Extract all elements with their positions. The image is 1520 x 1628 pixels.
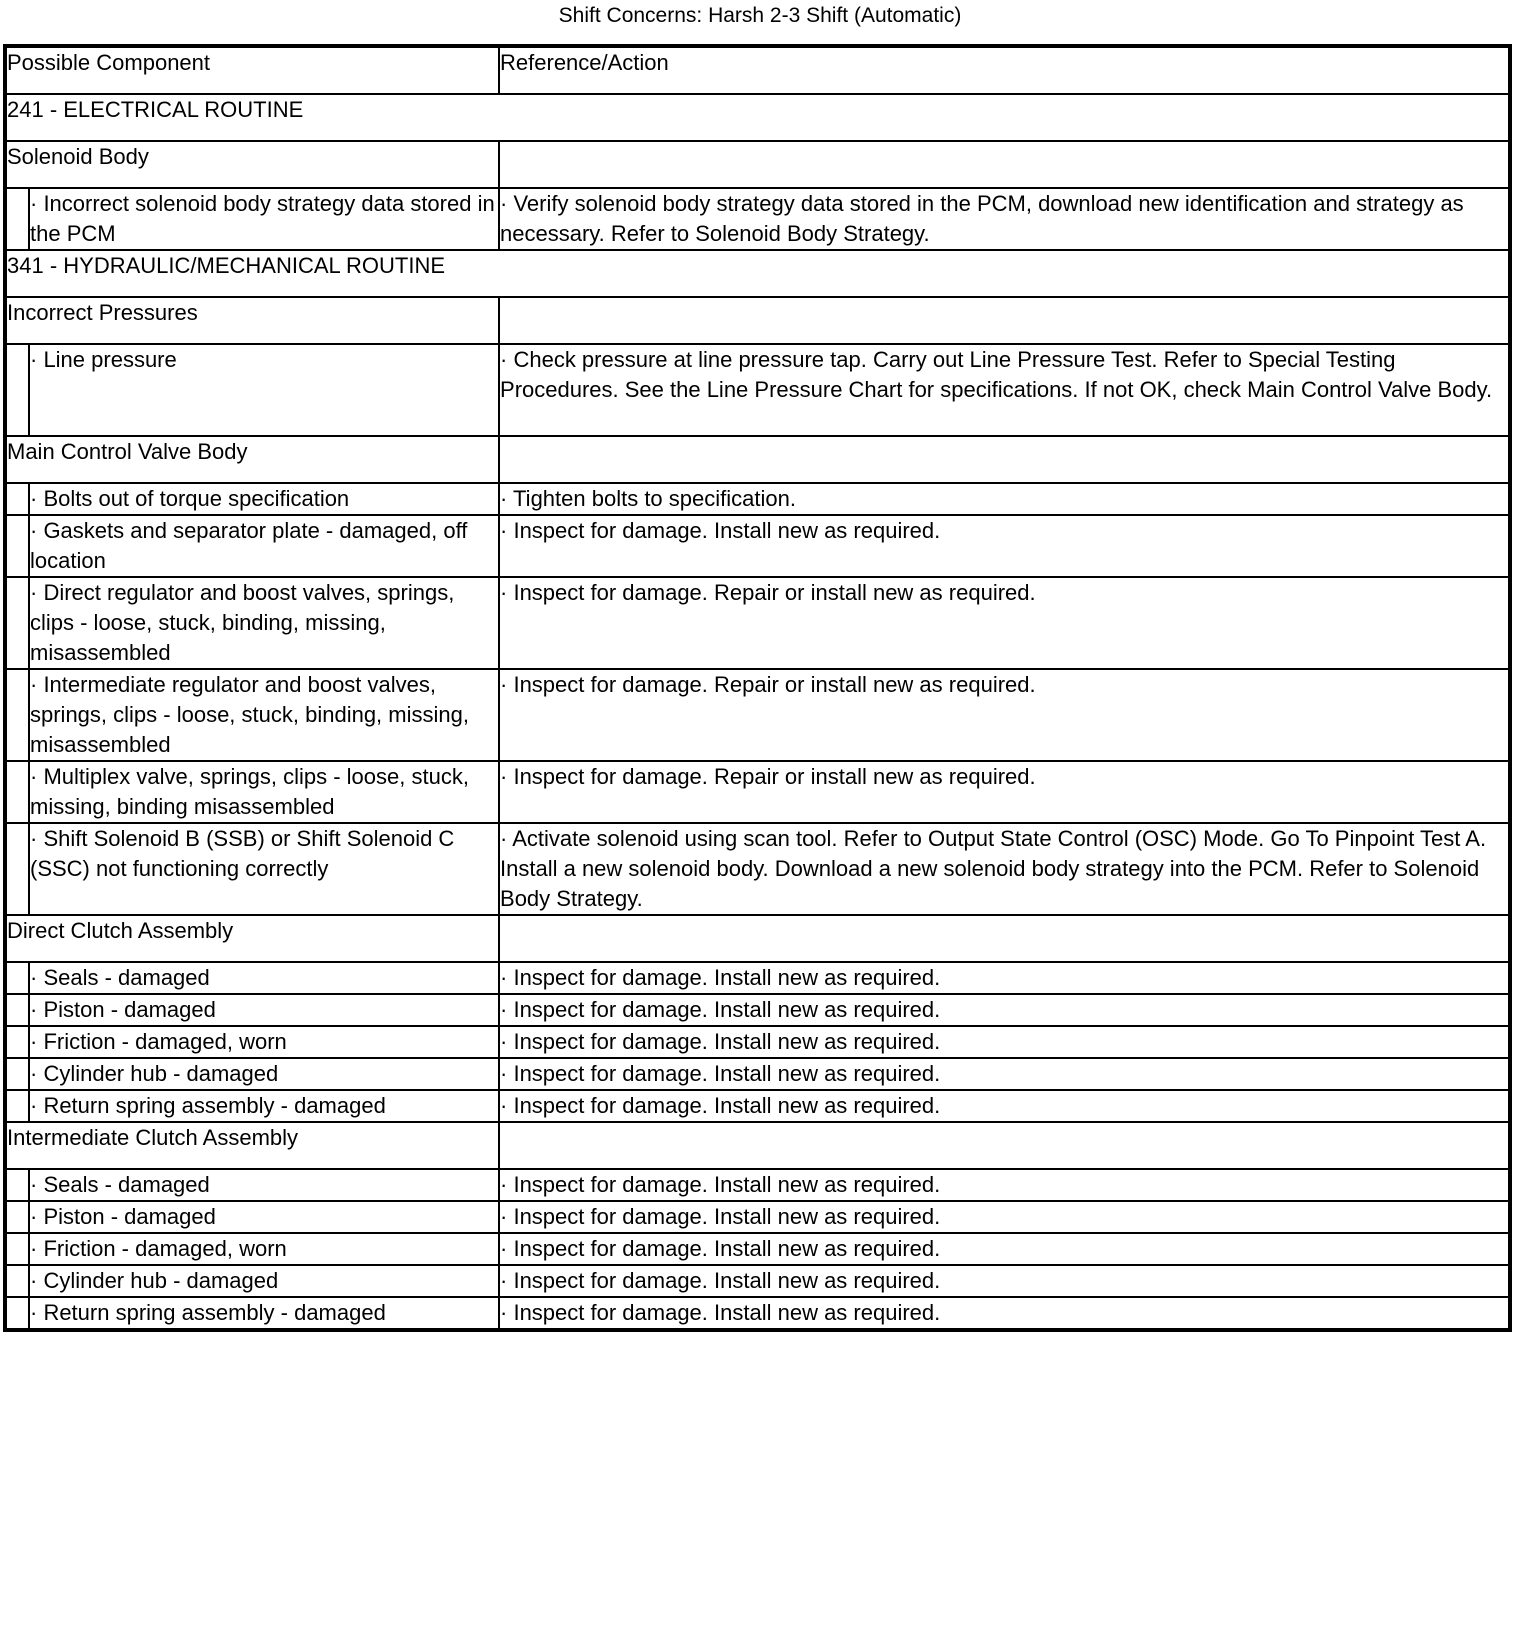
- component-cell: · Gaskets and separator plate - damaged, off location: [29, 515, 499, 577]
- table-row: [5, 344, 1510, 436]
- indent-cell: [5, 1297, 29, 1330]
- component-cell: · Return spring assembly - damaged: [29, 1090, 499, 1122]
- action-cell: · Inspect for damage. Install new as required.: [499, 1090, 1510, 1122]
- component-cell: · Shift Solenoid B (SSB) or Shift Solenoid C (SSC) not functioning correctly: [29, 823, 499, 915]
- group-label: Intermediate Clutch Assembly: [5, 1122, 499, 1169]
- table-row: [5, 1265, 1510, 1297]
- action-cell: · Inspect for damage. Repair or install new as required.: [499, 669, 1510, 761]
- component-cell: · Piston - damaged: [29, 994, 499, 1026]
- group-reference-empty: [499, 141, 1510, 188]
- action-cell: · Inspect for damage. Install new as required.: [499, 515, 1510, 577]
- indent-cell: [5, 577, 29, 669]
- component-cell: · Intermediate regulator and boost valves, springs, clips - loose, stuck, binding, missing, misassembled: [29, 669, 499, 761]
- component-cell: · Seals - damaged: [29, 962, 499, 994]
- action-cell: · Inspect for damage. Install new as required.: [499, 1058, 1510, 1090]
- action-cell: · Inspect for damage. Install new as required.: [499, 1201, 1510, 1233]
- group-label: Incorrect Pressures: [5, 297, 499, 344]
- table-row: [5, 188, 1510, 250]
- action-cell: · Inspect for damage. Install new as required.: [499, 1265, 1510, 1297]
- component-cell: · Piston - damaged: [29, 1201, 499, 1233]
- section-row: [5, 94, 1510, 141]
- group-reference-empty: [499, 297, 1510, 344]
- indent-cell: [5, 483, 29, 515]
- group-reference-empty: [499, 915, 1510, 962]
- action-cell: · Check pressure at line pressure tap. Carry out Line Pressure Test. Refer to Special Testing Procedures. See the Line Pressure Chart for specifications. If not OK, check Main Control Valve Body.: [499, 344, 1510, 436]
- component-cell: · Return spring assembly - damaged: [29, 1297, 499, 1330]
- component-cell: · Friction - damaged, worn: [29, 1026, 499, 1058]
- table-row: [5, 994, 1510, 1026]
- table-row: [5, 1297, 1510, 1330]
- indent-cell: [5, 962, 29, 994]
- document-title: Shift Concerns: Harsh 2-3 Shift (Automatic): [558, 4, 962, 27]
- table-row: [5, 483, 1510, 515]
- table-row: [5, 515, 1510, 577]
- group-label: Direct Clutch Assembly: [5, 915, 499, 962]
- action-cell: · Inspect for damage. Install new as required.: [499, 962, 1510, 994]
- action-cell: · Tighten bolts to specification.: [499, 483, 1510, 515]
- component-cell: · Bolts out of torque specification: [29, 483, 499, 515]
- indent-cell: [5, 1026, 29, 1058]
- action-cell: · Activate solenoid using scan tool. Refer to Output State Control (OSC) Mode. Go To Pinpoint Test A. Install a new solenoid body. Download a new solenoid body strategy into the PCM. Refer to Solenoid Body Strategy.: [499, 823, 1510, 915]
- action-cell: · Inspect for damage. Repair or install new as required.: [499, 577, 1510, 669]
- indent-cell: [5, 1169, 29, 1201]
- table-row: [5, 962, 1510, 994]
- indent-cell: [5, 1233, 29, 1265]
- group-label: Solenoid Body: [5, 141, 499, 188]
- indent-cell: [5, 188, 29, 250]
- group-reference-empty: [499, 1122, 1510, 1169]
- section-row: [5, 250, 1510, 297]
- indent-cell: [5, 344, 29, 436]
- group-row: [5, 1122, 1510, 1169]
- indent-cell: [5, 1090, 29, 1122]
- table-row: [5, 1058, 1510, 1090]
- component-cell: · Seals - damaged: [29, 1169, 499, 1201]
- action-cell: · Inspect for damage. Repair or install new as required.: [499, 761, 1510, 823]
- group-row: [5, 297, 1510, 344]
- shift-concerns-table: [3, 44, 1512, 1332]
- action-cell: · Inspect for damage. Install new as required.: [499, 994, 1510, 1026]
- indent-cell: [5, 823, 29, 915]
- component-cell: · Cylinder hub - damaged: [29, 1058, 499, 1090]
- indent-cell: [5, 1265, 29, 1297]
- table-row: [5, 1233, 1510, 1265]
- table-row: [5, 823, 1510, 915]
- table-row: [5, 669, 1510, 761]
- header-reference-action: Reference/Action: [499, 46, 1510, 94]
- section-label: 341 - HYDRAULIC/MECHANICAL ROUTINE: [5, 250, 1510, 297]
- table-row: [5, 577, 1510, 669]
- table-row: [5, 1169, 1510, 1201]
- action-cell: · Inspect for damage. Install new as required.: [499, 1297, 1510, 1330]
- group-label: Main Control Valve Body: [5, 436, 499, 483]
- action-cell: · Inspect for damage. Install new as required.: [499, 1169, 1510, 1201]
- component-cell: · Cylinder hub - damaged: [29, 1265, 499, 1297]
- table-row: [5, 761, 1510, 823]
- indent-cell: [5, 1201, 29, 1233]
- section-label: 241 - ELECTRICAL ROUTINE: [5, 94, 1510, 141]
- table-row: [5, 1201, 1510, 1233]
- header-possible-component: Possible Component: [5, 46, 499, 94]
- indent-cell: [5, 669, 29, 761]
- group-reference-empty: [499, 436, 1510, 483]
- table-row: [5, 1026, 1510, 1058]
- group-row: [5, 436, 1510, 483]
- action-cell: · Verify solenoid body strategy data stored in the PCM, download new identification and strategy as necessary. Refer to Solenoid Body Strategy.: [499, 188, 1510, 250]
- indent-cell: [5, 994, 29, 1026]
- indent-cell: [5, 1058, 29, 1090]
- component-cell: · Incorrect solenoid body strategy data stored in the PCM: [29, 188, 499, 250]
- indent-cell: [5, 515, 29, 577]
- group-row: [5, 915, 1510, 962]
- indent-cell: [5, 761, 29, 823]
- action-cell: · Inspect for damage. Install new as required.: [499, 1233, 1510, 1265]
- action-cell: · Inspect for damage. Install new as required.: [499, 1026, 1510, 1058]
- table-header-row: [5, 46, 1510, 94]
- component-cell: · Multiplex valve, springs, clips - loose, stuck, missing, binding misassembled: [29, 761, 499, 823]
- component-cell: · Direct regulator and boost valves, springs, clips - loose, stuck, binding, missing, misassembled: [29, 577, 499, 669]
- component-cell: · Friction - damaged, worn: [29, 1233, 499, 1265]
- table-row: [5, 1090, 1510, 1122]
- group-row: [5, 141, 1510, 188]
- component-cell: · Line pressure: [29, 344, 499, 436]
